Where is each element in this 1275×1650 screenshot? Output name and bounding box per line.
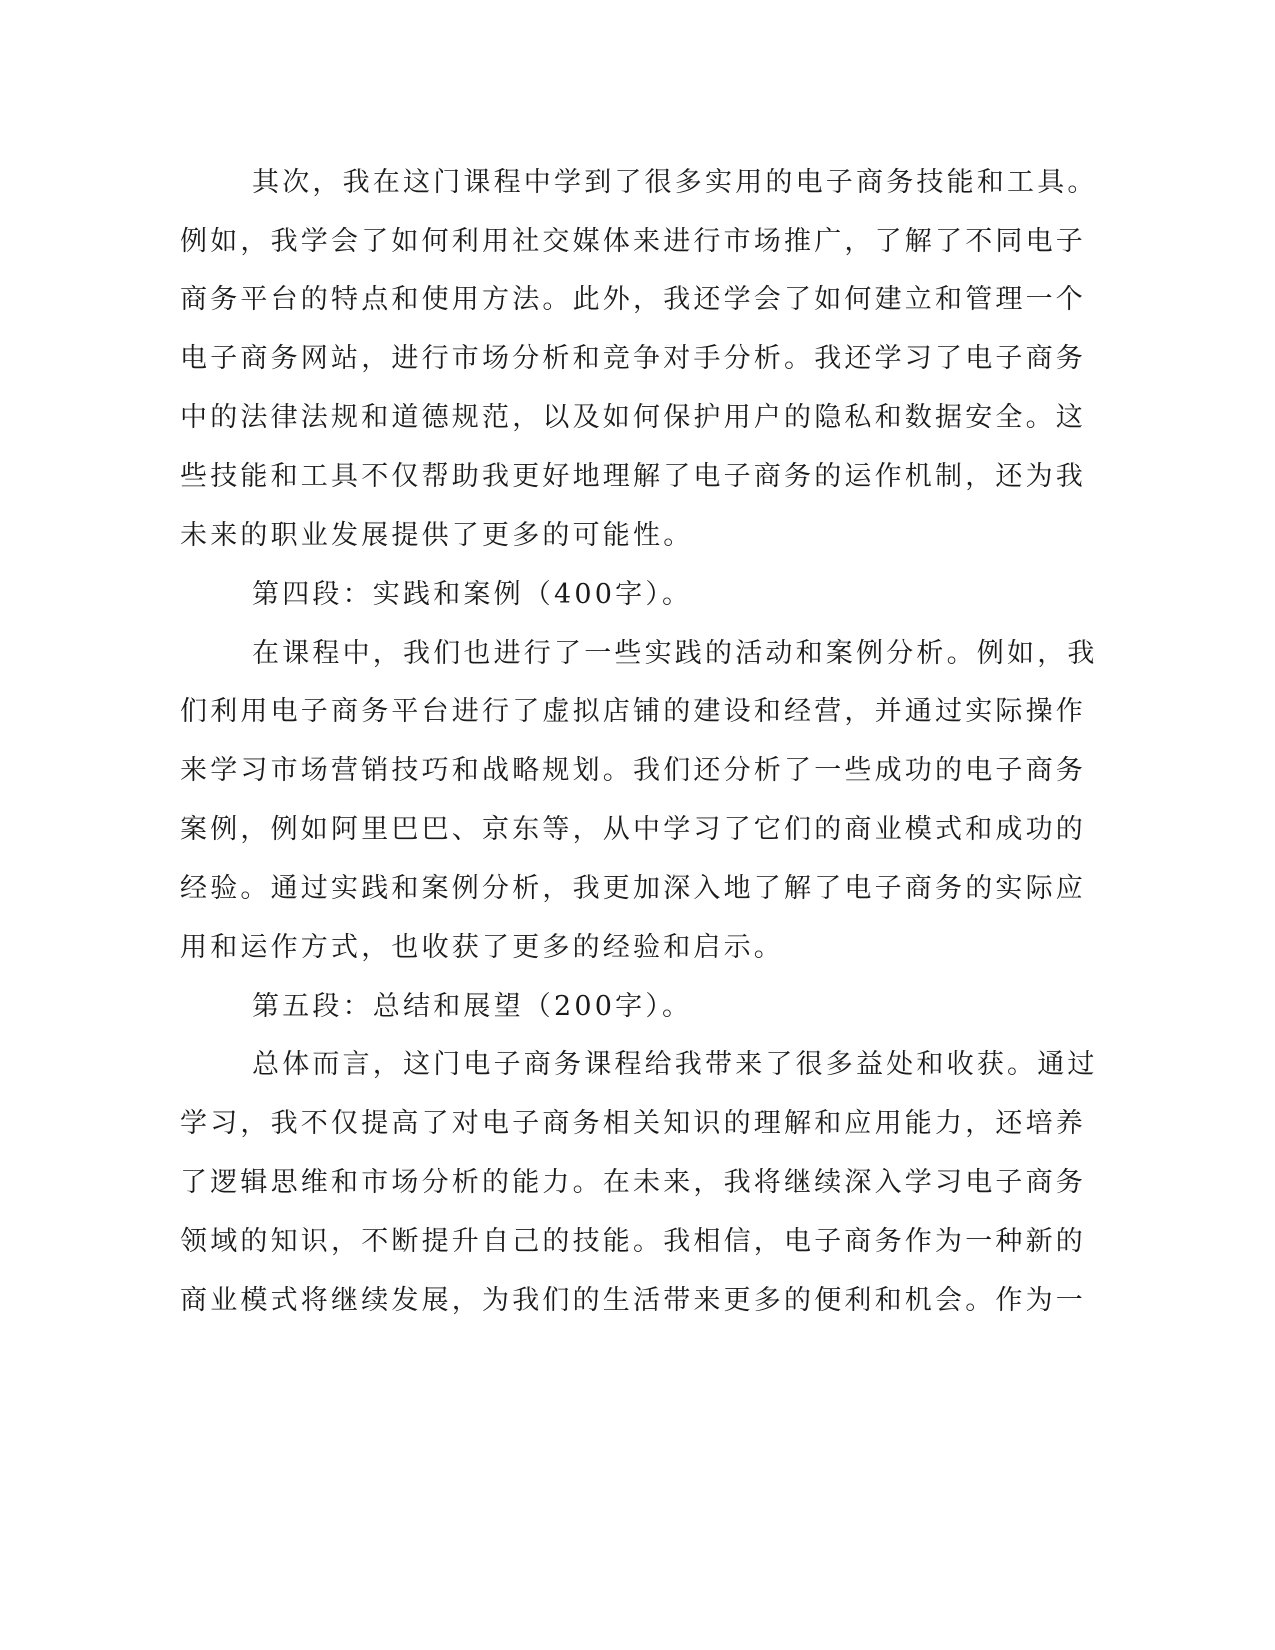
text-line: 总体而言，这门电子商务课程给我带来了很多益处和收获。通过 xyxy=(252,1049,1098,1080)
text-line: 其次，我在这门课程中学到了很多实用的电子商务技能和工具。 xyxy=(252,167,1098,198)
text-line: 用和运作方式，也收获了更多的经验和启示。 xyxy=(180,932,784,963)
section-heading: 第五段：总结和展望（200字）。 xyxy=(252,991,693,1022)
text-line: 了逻辑思维和市场分析的能力。在未来，我将继续深入学习电子商务 xyxy=(180,1167,1086,1198)
text-line: 电子商务网站，进行市场分析和竞争对手分析。我还学习了电子商务 xyxy=(180,343,1086,374)
text-line: 商务平台的特点和使用方法。此外，我还学会了如何建立和管理一个 xyxy=(180,284,1086,315)
text-line: 来学习市场营销技巧和战略规划。我们还分析了一些成功的电子商务 xyxy=(180,755,1086,786)
text-line: 领域的知识，不断提升自己的技能。我相信，电子商务作为一种新的 xyxy=(180,1226,1086,1257)
text-line: 商业模式将继续发展，为我们的生活带来更多的便利和机会。作为一 xyxy=(180,1285,1086,1316)
text-line: 未来的职业发展提供了更多的可能性。 xyxy=(180,520,694,551)
text-line: 经验。通过实践和案例分析，我更加深入地了解了电子商务的实际应 xyxy=(180,873,1086,904)
text-line: 些技能和工具不仅帮助我更好地理解了电子商务的运作机制，还为我 xyxy=(180,461,1086,492)
text-line: 在课程中，我们也进行了一些实践的活动和案例分析。例如，我 xyxy=(252,638,1098,669)
text-line: 学习，我不仅提高了对电子商务相关知识的理解和应用能力，还培养 xyxy=(180,1108,1086,1139)
text-line: 案例，例如阿里巴巴、京东等，从中学习了它们的商业模式和成功的 xyxy=(180,814,1086,845)
text-line: 们利用电子商务平台进行了虚拟店铺的建设和经营，并通过实际操作 xyxy=(180,696,1086,727)
text-line: 例如，我学会了如何利用社交媒体来进行市场推广，了解了不同电子 xyxy=(180,226,1086,257)
text-line: 中的法律法规和道德规范，以及如何保护用户的隐私和数据安全。这 xyxy=(180,402,1086,433)
section-heading: 第四段：实践和案例（400字）。 xyxy=(252,579,693,610)
